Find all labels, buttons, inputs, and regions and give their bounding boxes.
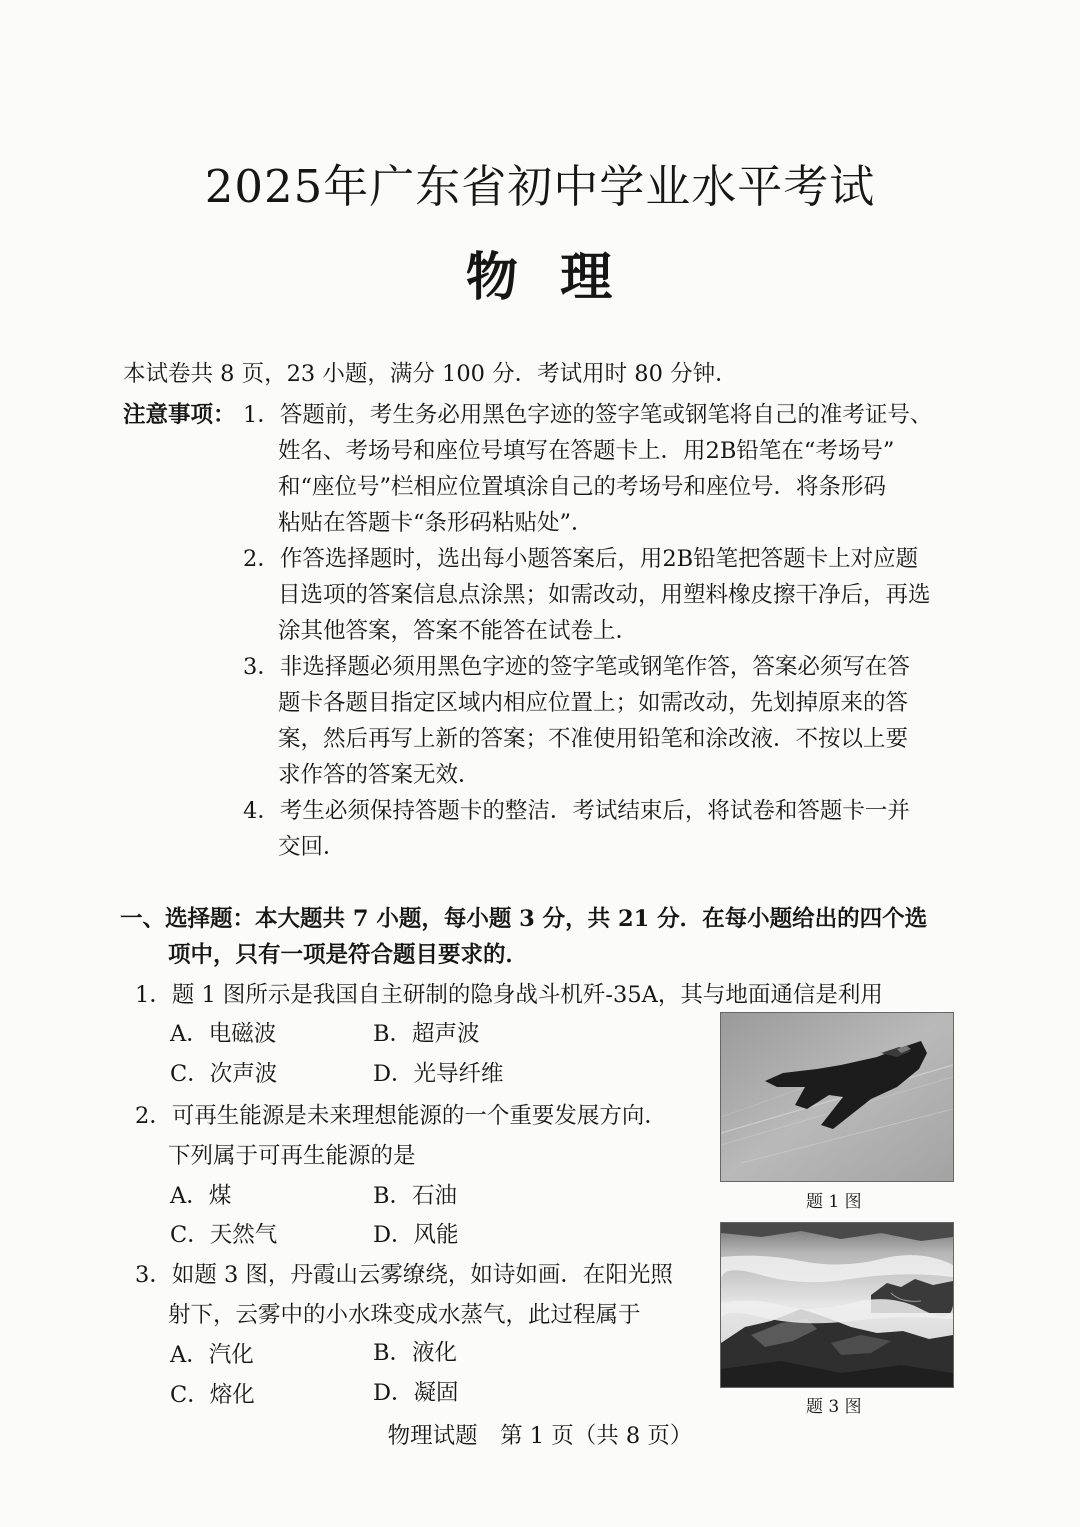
question-2-stem: 下列属于可再生能源的是 <box>168 1143 416 1169</box>
notes-line: 和“座位号”栏相应位置填涂自己的考场号和座位号．将条形码 <box>278 474 887 500</box>
q3-option-b: B．液化 <box>373 1340 458 1366</box>
q1-option-d: D．光导纤维 <box>373 1061 504 1087</box>
q1-option-b: B．超声波 <box>373 1021 480 1047</box>
figure-3-caption: 题 3 图 <box>806 1397 862 1417</box>
q3-option-d: D．凝固 <box>373 1380 459 1406</box>
notes-line: 姓名、考场号和座位号填写在答题卡上．用2B铅笔在“考场号” <box>278 438 895 464</box>
figure-1-fighter-jet <box>720 1012 954 1182</box>
notes-label: 注意事项： <box>123 402 236 428</box>
notes-line: 交回． <box>278 834 346 860</box>
question-1-stem: 1．题 1 图所示是我国自主研制的隐身战斗机歼-35A，其与地面通信是利用 <box>135 982 883 1008</box>
notes-line: 案，然后再写上新的答案；不准使用铅笔和涂改液．不按以上要 <box>278 726 909 752</box>
notes-line: 4．考生必须保持答题卡的整洁．考试结束后，将试卷和答题卡一并 <box>243 798 910 824</box>
notes-line: 目选项的答案信息点涂黑；如需改动，用塑料橡皮擦干净后，再选 <box>278 582 931 608</box>
notes-line: 题卡各题目指定区域内相应位置上；如需改动，先划掉原来的答 <box>278 690 909 716</box>
notes-line: 1．答题前，考生务必用黑色字迹的签字笔或钢笔将自己的准考证号、 <box>243 402 933 428</box>
fighter-jet-image <box>721 1013 953 1181</box>
figure-3-danxia-mountain <box>720 1222 954 1388</box>
question-3-stem: 3．如题 3 图，丹霞山云雾缭绕，如诗如画．在阳光照 <box>135 1262 673 1288</box>
subject-title: 物 理 <box>465 247 615 308</box>
q2-option-d: D．风能 <box>373 1222 459 1248</box>
q3-option-c: C．熔化 <box>170 1382 255 1408</box>
notes-line: 涂其他答案，答案不能答在试卷上． <box>278 618 639 644</box>
section-heading: 一、选择题：本大题共 7 小题，每小题 3 分，共 21 分．在每小题给出的四个选 <box>120 906 928 932</box>
q1-option-a: A．电磁波 <box>170 1021 277 1047</box>
question-3-stem: 射下，云雾中的小水珠变成水蒸气，此过程属于 <box>168 1302 641 1328</box>
page-footer: 物理试题 第 1 页（共 8 页） <box>387 1423 693 1449</box>
q2-option-b: B．石油 <box>373 1183 458 1209</box>
notes-line: 粘贴在答题卡“条形码粘贴处”． <box>278 510 594 536</box>
notes-line: 求作答的答案无效． <box>278 762 481 788</box>
exam-title: 2025年广东省初中学业水平考试 <box>204 160 876 213</box>
question-2-stem: 2．可再生能源是未来理想能源的一个重要发展方向． <box>135 1103 667 1129</box>
q3-option-a: A．汽化 <box>170 1342 254 1368</box>
notes-line: 3．非选择题必须用黑色字迹的签字笔或钢笔作答，答案必须写在答 <box>243 654 910 680</box>
q2-option-c: C．天然气 <box>170 1222 278 1248</box>
q1-option-c: C．次声波 <box>170 1061 278 1087</box>
figure-1-caption: 题 1 图 <box>806 1192 862 1212</box>
notes-line: 2．作答选择题时，选出每小题答案后，用2B铅笔把答题卡上对应题 <box>243 546 919 572</box>
q2-option-a: A．煤 <box>170 1183 232 1209</box>
section-heading: 项中，只有一项是符合题目要求的． <box>168 942 529 968</box>
mountain-clouds-image <box>721 1223 953 1387</box>
exam-intro: 本试卷共 8 页，23 小题，满分 100 分．考试用时 80 分钟． <box>123 361 738 387</box>
